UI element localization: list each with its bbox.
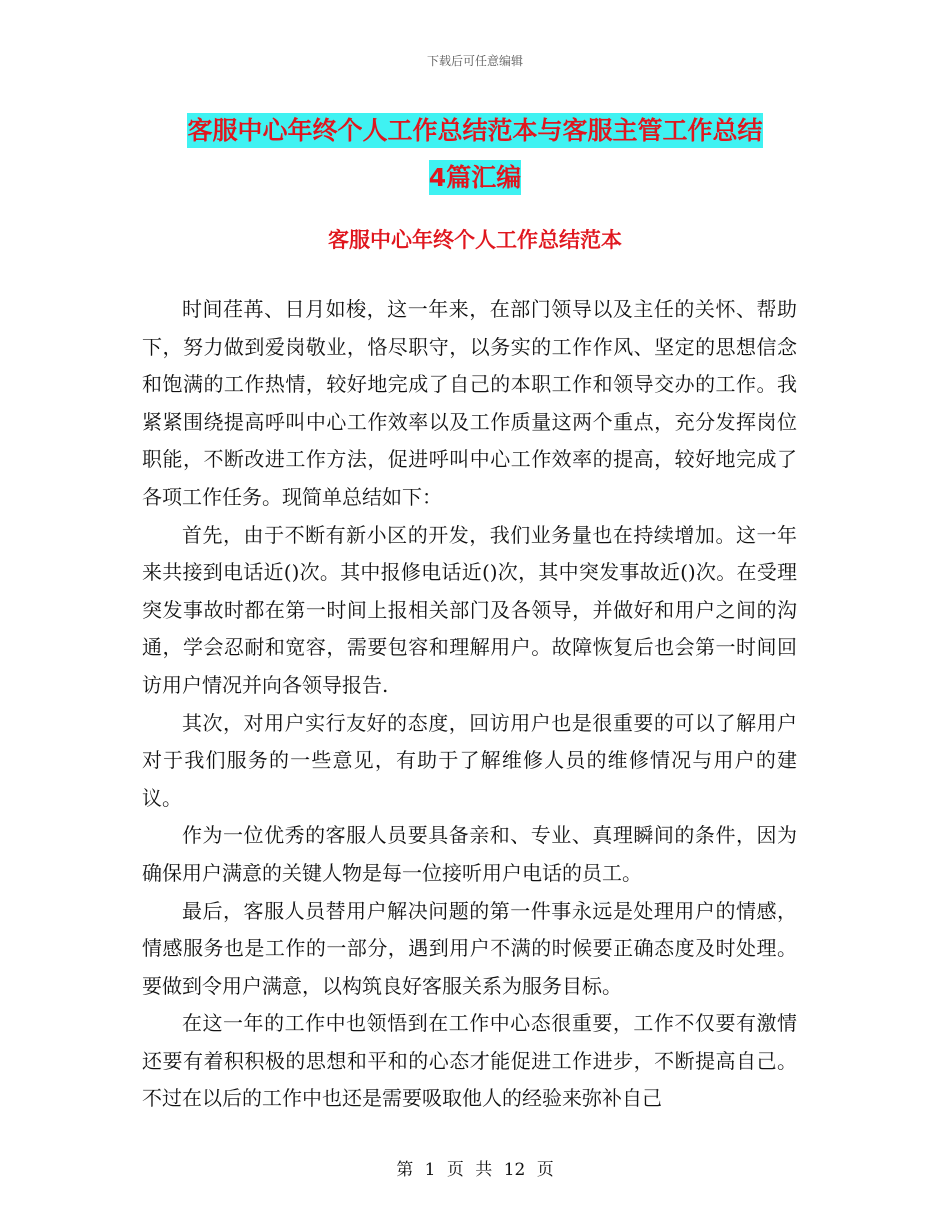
title-line-1: 客服中心年终个人工作总结范本与客服主管工作总结 [187, 113, 762, 148]
paragraph: 在这一年的工作中也领悟到在工作中心态很重要，工作不仅要有激情还要有着积积极的思想和平和的心态才能促进工作进步，不断提高自己。不过在以后的工作中也还是需要吸取他人的经验来弥补自己 [142, 1011, 797, 1111]
body-text [142, 291, 797, 1118]
paragraph: 作为一位优秀的客服人员要具备亲和、专业、真理瞬间的条件，因为确保用户满意的关键人物是每一位接听用户电话的员工。 [142, 823, 797, 885]
section-title: 客服中心年终个人工作总结范本 [328, 228, 622, 252]
paragraph: 其次，对用户实行友好的态度，回访用户也是很重要的可以了解用户对于我们服务的一些意见，有助于了解维修人员的维修情况与用户的建议。 [142, 710, 797, 810]
header-note: 下载后可任意编辑 [426, 54, 523, 68]
paragraph: 首先，由于不断有新小区的开发，我们业务量也在持续增加。这一年来共接到电话近()次。其中报修电话近()次，其中突发事故近()次。在受理突发事故时都在第一时间上报相关部门及各领导，并做好和用户之间的沟通，学会忍耐和宽容，需要包容和理解用户。故障恢复后也会第一时间回访用户情况并向各领导报告. [142, 522, 797, 697]
paragraph: 时间荏苒、日月如梭，这一年来，在部门领导以及主任的关怀、帮助下，努力做到爱岗敬业，恪尽职守，以务实的工作作风、坚定的思想信念和饱满的工作热情，较好地完成了自己的本职工作和领导交办的工作。我紧紧围绕提高呼叫中心工作效率以及工作质量这两个重点，充分发挥岗位职能，不断改进工作方法，促进呼叫中心工作效率的提高，较好地完成了各项工作任务。现简单总结如下： [142, 297, 797, 509]
paragraph: 最后，客服人员替用户解决问题的第一件事永远是处理用户的情感，情感服务也是工作的一部分，遇到用户不满的时候要正确态度及时处理。要做到令用户满意，以构筑良好客服关系为服务目标。 [142, 898, 797, 998]
title-line-2: 4篇汇编 [429, 160, 521, 195]
document-title [140, 107, 810, 201]
page-footer: 第 1 页 共 12 页 [396, 1160, 554, 1180]
